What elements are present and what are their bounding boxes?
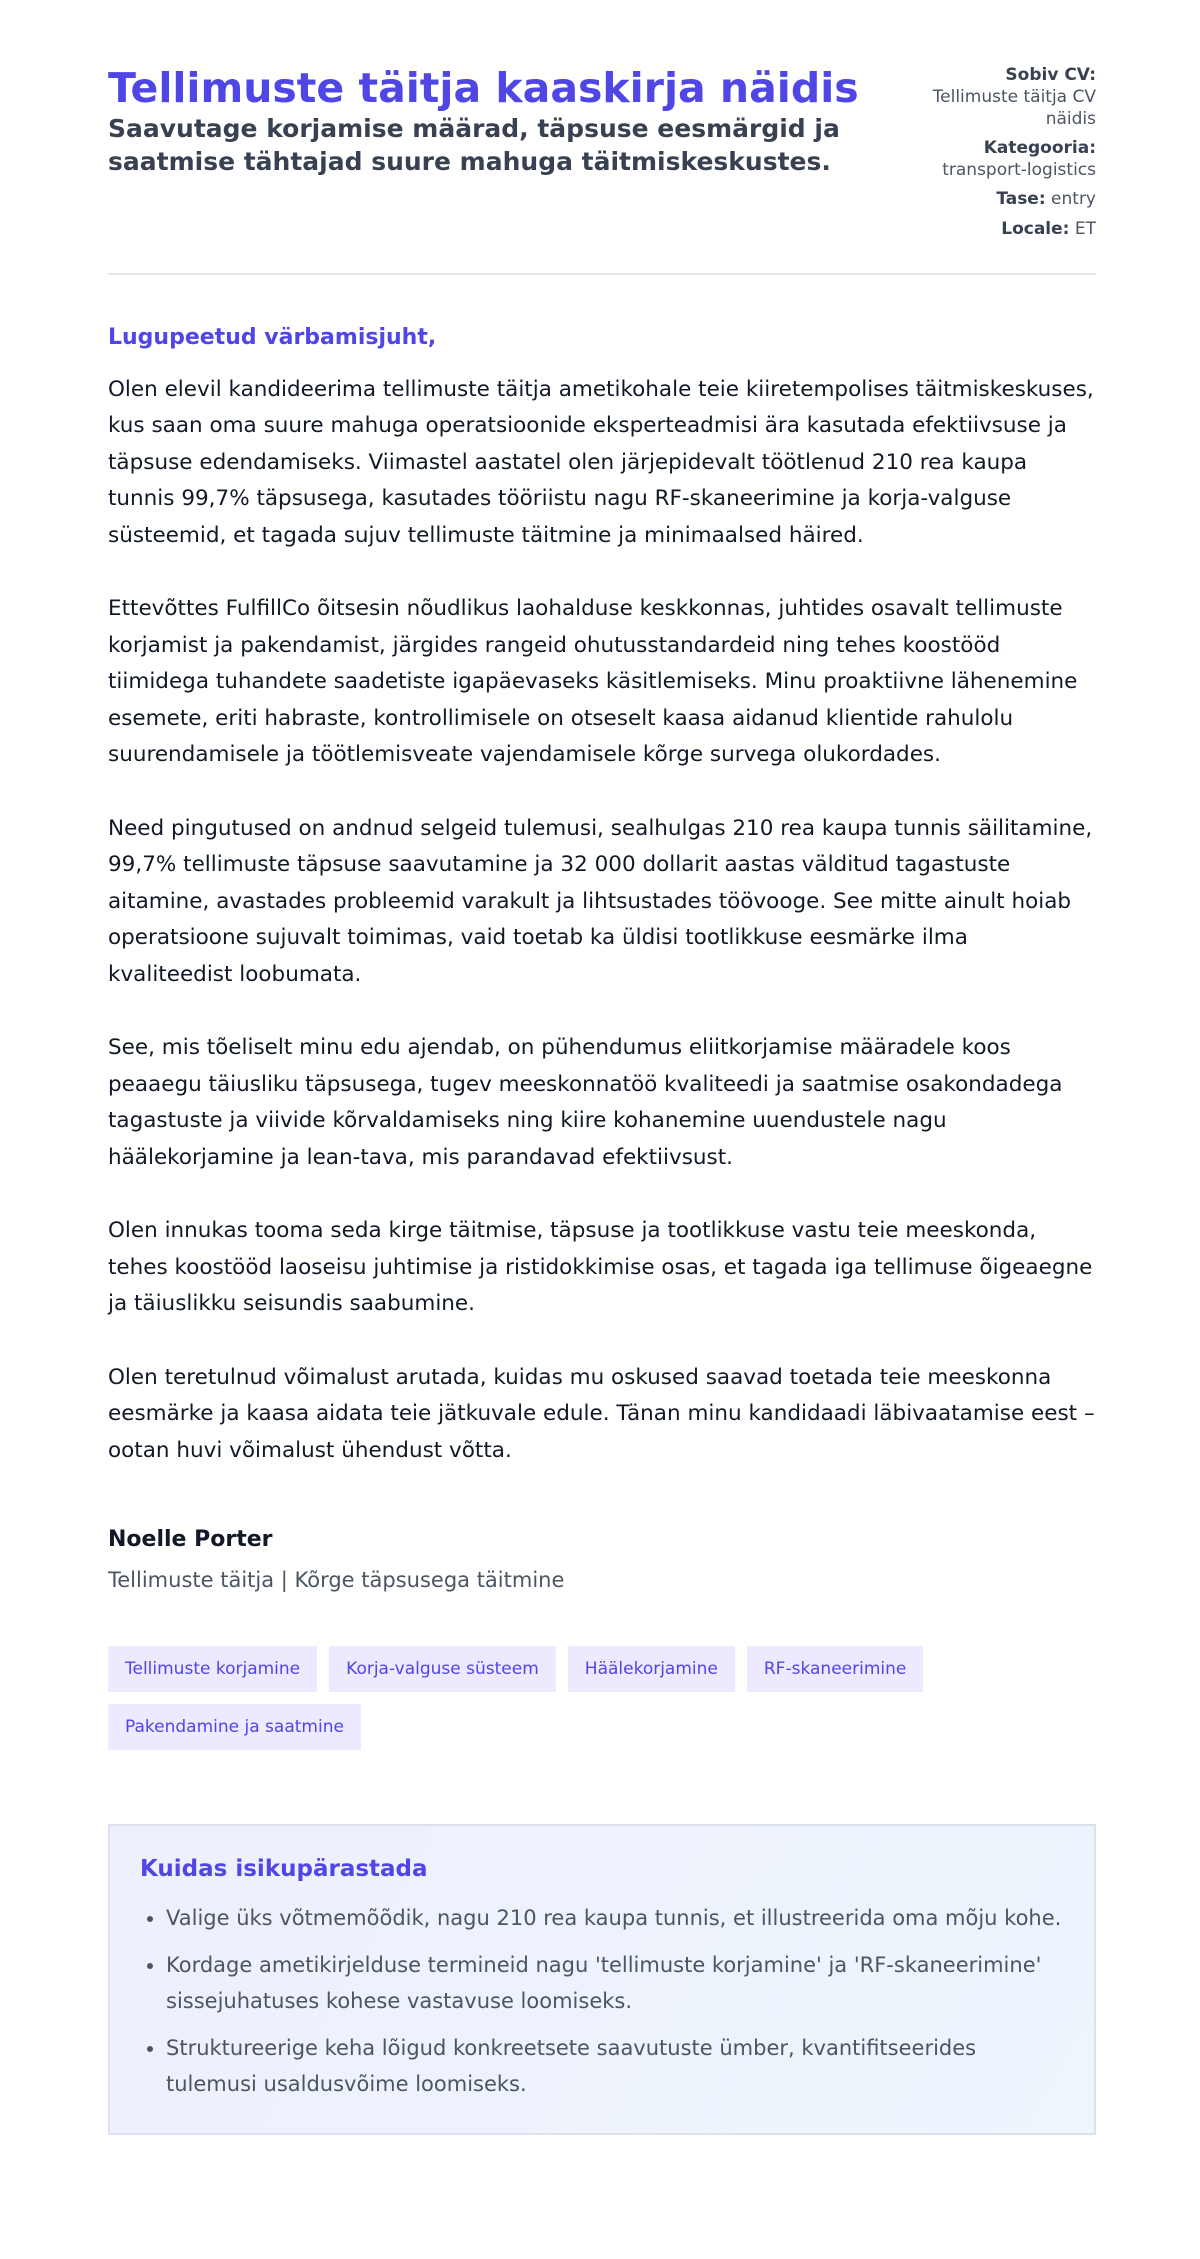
header-divider [108, 273, 1096, 275]
skill-tag: Tellimuste korjamine [108, 1646, 317, 1692]
page-subtitle: Saavutage korjamise määrad, täpsuse eesmärgid ja saatmise tähtajad suure mahuga täitmiskeskustes. [108, 114, 840, 176]
skill-tag: Häälekorjamine [568, 1646, 735, 1692]
page-title: Tellimuste täitja kaaskirja näidis [108, 64, 859, 112]
meta-label: Tase: [996, 189, 1046, 210]
tip-item: • Struktureerige keha lõigud konkreetsete saavutuste ümber, kvantifitseerides tulemusi usaldusvõime loomiseks. [166, 2030, 1064, 2102]
personalization-tips [108, 1824, 1096, 2135]
letter-paragraph: Olen elevil kandideerima tellimuste täitja ametikohale teie kiiretempolises täitmiskeskuses, kus saan oma suure mahuga operatsioonide eksperteadmisi ära kasutada efektiivsuse ja täpsuse edendamiseks. Viimastel aastatel olen järjepidevalt töötlenud 210 rea kaupa tunnis 99,7% täpsusega, kasutades tööriistu nagu RF-skaneerimine ja korja-valguse süsteemid, et tagada sujuv tellimuste täitmine ja minimaalsed häired. [108, 376, 1094, 548]
page-header [108, 64, 1096, 247]
letter-paragraph: Olen teretulnud võimalust arutada, kuidas mu oskused saavad toetada teie meeskonna eesmärke ja kaasa aidata teie jätkuvale edule. Tänan minu kandidaadi läbivaatamise eest – ootan huvi võimalust ühendust võtta. [108, 1364, 1095, 1463]
signature-name: Noelle Porter [108, 1527, 273, 1553]
meta-label: Sobiv CV: [1005, 65, 1096, 85]
meta-label: Kategooria: [983, 138, 1096, 159]
meta-label: Locale: [1001, 218, 1070, 239]
title-block [108, 64, 908, 178]
meta-locale [908, 218, 1096, 240]
cover-letter-page [108, 64, 1096, 2135]
meta-level [908, 188, 1096, 210]
skill-tags [108, 1646, 988, 1750]
signature-role: Tellimuste täitja | Kõrge täpsusega täitmine [108, 1568, 565, 1593]
meta-value: Tellimuste täitja CV näidis [932, 87, 1096, 130]
meta-value: entry [1051, 189, 1096, 210]
tip-item: • Valige üks võtmemõõdik, nagu 210 rea kaupa tunnis, et illustreerida oma mõju kohe. [166, 1900, 1064, 1936]
letter-paragraph: Need pingutused on andnud selgeid tulemusi, sealhulgas 210 rea kaupa tunnis säilitamine, 99,7% tellimuste täpsuse saavutamine ja 32 000 dollarit aastas välditud tagastuste aitamine, avastades probleemid varakult ja lihtsustades töövooge. See mitte ainult hoiab operatsioone sujuvalt toimimas, vaid toetab ka üldisi tootlikkuse eesmärke ilma kvaliteedist loobumata. [108, 815, 1093, 987]
meta-value: ET [1074, 218, 1096, 239]
skill-tag: RF-skaneerimine [747, 1646, 923, 1692]
skill-tag: Korja-valguse süsteem [329, 1646, 556, 1692]
letter-paragraph: Olen innukas tooma seda kirge täitmise, täpsuse ja tootlikkuse vastu teie meeskonda, tehes koostööd laoseisu juhtimise ja ristidokkimise osas, et tagada iga tellimuse õigeaegne ja täiuslikku seisundis saabumine. [108, 1218, 1093, 1317]
meta-value: transport-logistics [942, 160, 1096, 181]
tip-item: • Kordage ametikirjelduse termineid nagu 'tellimuste korjamine' ja 'RF-skaneerimine' sissejuhatuses kohese vastavuse loomiseks. [166, 1947, 1064, 2019]
letter-paragraph: See, mis tõeliselt minu edu ajendab, on pühendumus eliitkorjamise määradele koos peaaegu täiusliku täpsusega, tugev meeskonnatöö kvaliteedi ja saatmise osakondadega tagastuste ja viivide kõrvaldamiseks ning kiire kohanemine uuendustele nagu häälekorjamine ja lean-tava, mis parandavad efektiivsust. [108, 1035, 1063, 1170]
letter-paragraph: Ettevõttes FulfillCo õitsesin nõudlikus laohalduse keskkonnas, juhtides osavalt tellimuste korjamist ja pakendamist, järgides rangeid ohutusstandardeid ning tehes koostööd tiimidega tuhandete saadetiste igapäevaseks käsitlemiseks. Minu proaktiivne lähenemine esemete, eriti habraste, kontrollimisele on otseselt kaasa aidanud klientide rahulolu suurendamisele ja töötlemisveate vajendamisele kõrge survega olukordades. [108, 596, 1078, 768]
skill-tag: Pakendamine ja saatmine [108, 1704, 361, 1750]
tips-title: Kuidas isikupärastada [140, 1856, 428, 1883]
meta-category [908, 137, 1096, 181]
tips-list [140, 1900, 1064, 2102]
greeting: Lugupeetud värbamisjuht, [108, 324, 437, 350]
meta-suitable-cv [908, 64, 1096, 130]
meta-info [908, 64, 1096, 247]
